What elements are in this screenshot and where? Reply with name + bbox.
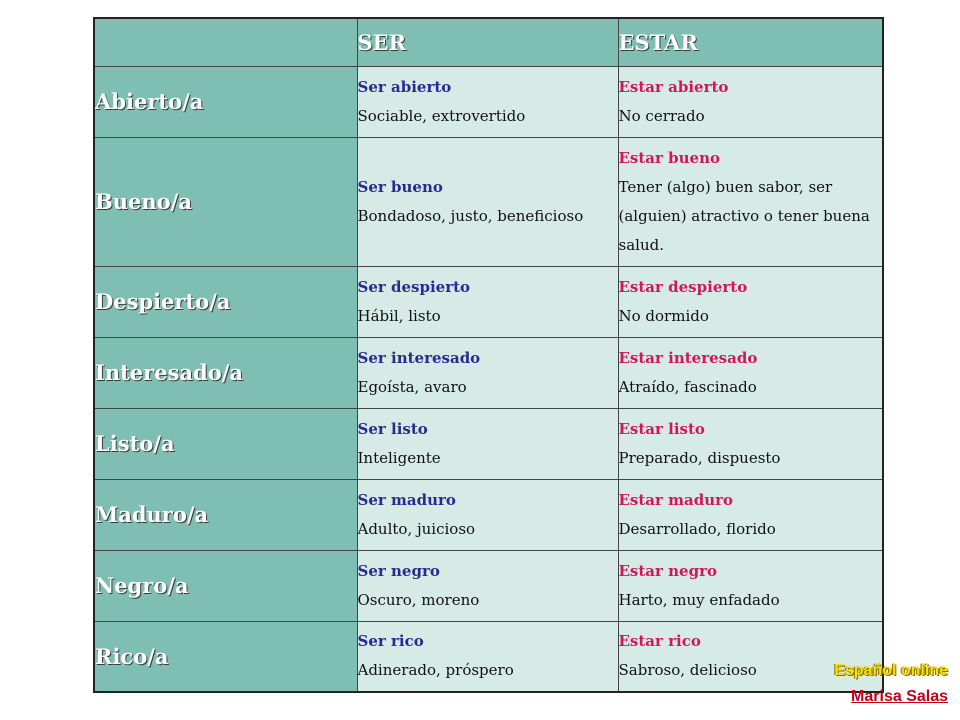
adjective-cell: Interesado/a bbox=[94, 337, 357, 408]
adjective-cell: Maduro/a bbox=[94, 479, 357, 550]
header-row bbox=[94, 18, 883, 66]
ser-meaning: Adulto, juicioso bbox=[357, 519, 476, 538]
estar-cell bbox=[618, 408, 883, 479]
estar-term: Estar despierto bbox=[618, 277, 748, 296]
estar-cell bbox=[618, 337, 883, 408]
ser-cell bbox=[357, 66, 618, 137]
estar-cell bbox=[618, 66, 883, 137]
header-ser: SER bbox=[357, 18, 618, 66]
watermark-title: Español online bbox=[834, 662, 948, 679]
ser-term: Ser despierto bbox=[357, 277, 471, 296]
header-estar: ESTAR bbox=[618, 18, 883, 66]
ser-meaning: Hábil, listo bbox=[357, 306, 441, 325]
table-row bbox=[94, 621, 883, 692]
ser-estar-table bbox=[93, 17, 884, 693]
header-corner-cell bbox=[94, 18, 357, 66]
estar-term: Estar listo bbox=[618, 419, 705, 438]
ser-meaning: Oscuro, moreno bbox=[357, 590, 480, 609]
estar-meaning: No cerrado bbox=[618, 106, 705, 125]
ser-cell bbox=[357, 137, 618, 266]
estar-term: Estar abierto bbox=[618, 77, 729, 96]
adjective-cell: Abierto/a bbox=[94, 66, 357, 137]
estar-meaning: Desarrollado, florido bbox=[618, 519, 776, 538]
ser-cell bbox=[357, 266, 618, 337]
estar-term: Estar interesado bbox=[618, 348, 758, 367]
estar-cell bbox=[618, 479, 883, 550]
table-row bbox=[94, 66, 883, 137]
table-row bbox=[94, 408, 883, 479]
estar-meaning: No dormido bbox=[618, 306, 709, 325]
adjective-cell: Listo/a bbox=[94, 408, 357, 479]
ser-cell bbox=[357, 479, 618, 550]
ser-term: Ser maduro bbox=[357, 490, 456, 509]
estar-term: Estar rico bbox=[618, 632, 701, 651]
estar-cell bbox=[618, 137, 883, 266]
ser-meaning: Egoísta, avaro bbox=[357, 377, 467, 396]
ser-meaning: Inteligente bbox=[357, 448, 441, 467]
estar-term: Estar bueno bbox=[618, 148, 720, 167]
table-row bbox=[94, 266, 883, 337]
table-row bbox=[94, 137, 883, 266]
estar-cell bbox=[618, 266, 883, 337]
estar-cell bbox=[618, 550, 883, 621]
estar-term: Estar maduro bbox=[618, 490, 734, 509]
adjective-cell: Bueno/a bbox=[94, 137, 357, 266]
ser-term: Ser rico bbox=[357, 632, 424, 651]
ser-cell bbox=[357, 621, 618, 692]
ser-meaning: Adinerado, próspero bbox=[357, 661, 514, 680]
estar-meaning: Sabroso, delicioso bbox=[618, 661, 757, 680]
adjective-cell: Despierto/a bbox=[94, 266, 357, 337]
ser-term: Ser negro bbox=[357, 561, 440, 580]
ser-term: Ser interesado bbox=[357, 348, 481, 367]
ser-term: Ser abierto bbox=[357, 77, 452, 96]
estar-cell bbox=[618, 621, 883, 692]
table-row bbox=[94, 479, 883, 550]
estar-meaning: Tener (algo) buen sabor, ser (alguien) atractivo o tener buena salud. bbox=[618, 177, 870, 254]
ser-cell bbox=[357, 550, 618, 621]
estar-meaning: Harto, muy enfadado bbox=[618, 590, 780, 609]
estar-meaning: Atraído, fascinado bbox=[618, 377, 757, 396]
table-row bbox=[94, 550, 883, 621]
ser-cell bbox=[357, 408, 618, 479]
ser-meaning: Bondadoso, justo, beneficioso bbox=[357, 206, 584, 225]
ser-term: Ser bueno bbox=[357, 177, 443, 196]
ser-meaning: Sociable, extrovertido bbox=[357, 106, 526, 125]
ser-cell bbox=[357, 337, 618, 408]
estar-meaning: Preparado, dispuesto bbox=[618, 448, 781, 467]
adjective-cell: Rico/a bbox=[94, 621, 357, 692]
table-row bbox=[94, 337, 883, 408]
estar-term: Estar negro bbox=[618, 561, 717, 580]
adjective-cell: Negro/a bbox=[94, 550, 357, 621]
ser-term: Ser listo bbox=[357, 419, 428, 438]
watermark-author: Marisa Salas bbox=[851, 688, 948, 705]
